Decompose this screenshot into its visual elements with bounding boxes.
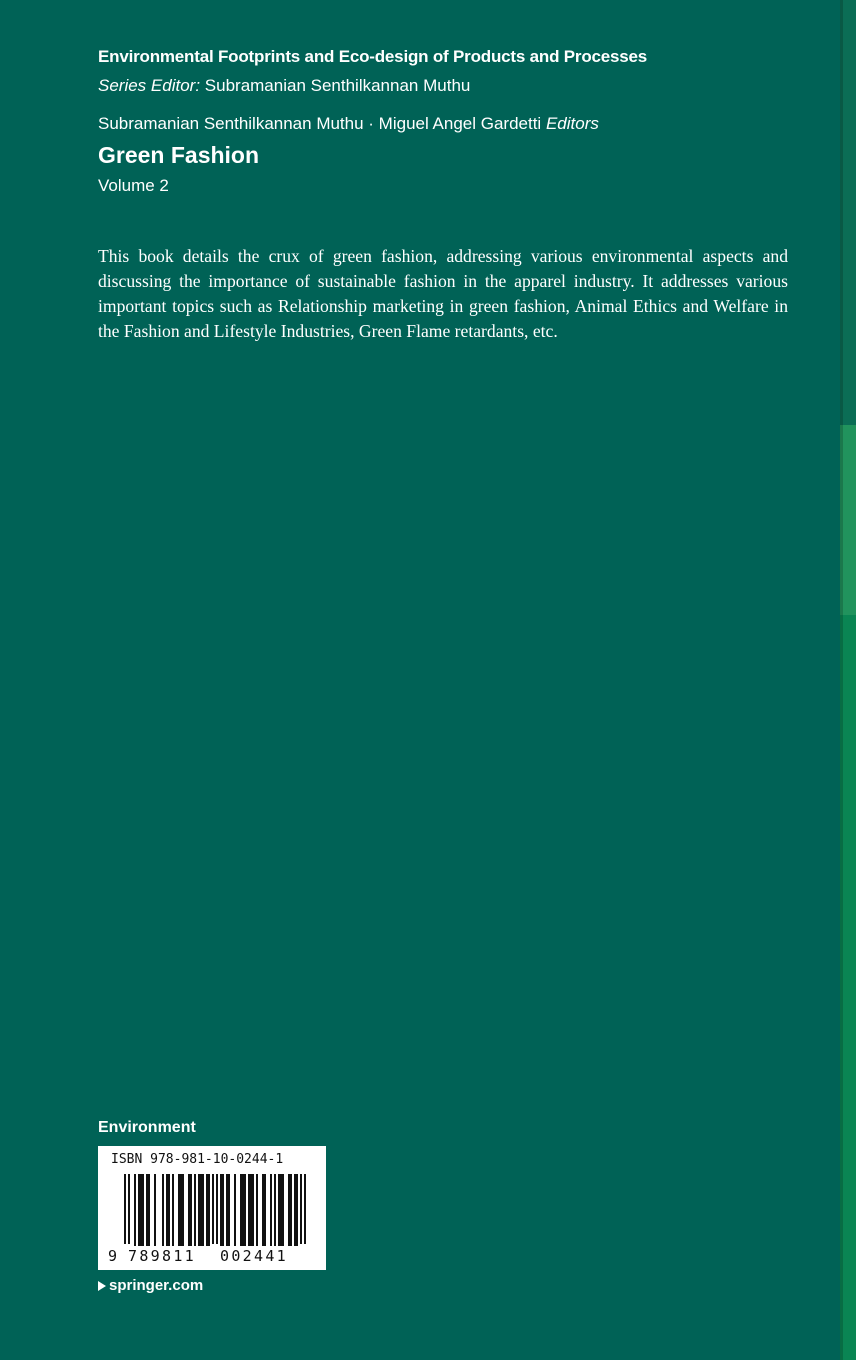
barcode-bar — [270, 1174, 272, 1246]
barcode-bar — [146, 1174, 150, 1246]
barcode-guard-bar — [216, 1174, 218, 1244]
barcode-right-digits: 002441 — [220, 1247, 288, 1265]
barcode-bar — [134, 1174, 136, 1246]
arrow-right-icon — [98, 1281, 106, 1291]
subject-category: Environment — [98, 1119, 196, 1136]
publisher-link[interactable] — [98, 1277, 203, 1294]
publisher-url: springer.com — [109, 1277, 204, 1294]
isbn-label: ISBN 978-981-10-0244-1 — [111, 1152, 284, 1167]
barcode-lead-digit: 9 — [108, 1247, 120, 1265]
barcode-bar — [288, 1174, 292, 1246]
barcode-bar — [188, 1174, 192, 1246]
barcode-bar — [178, 1174, 184, 1246]
book-editors: Subramanian Senthilkannan Muthu · Miguel Angel Gardetti — [98, 114, 542, 133]
book-description: This book details the crux of green fashion, addressing various environmental aspects and discussing the importance of sustainable fashion in the apparel industry. It addresses various important topics such as Relationship marketing in green fashion, Animal Ethics and Welfare in the Fashion and Lifestyle Industries, Green Flame retardants, etc. — [98, 246, 788, 341]
barcode-bar — [138, 1174, 144, 1246]
barcode-bar — [162, 1174, 164, 1246]
book-title: Green Fashion — [98, 142, 260, 168]
spine-edge — [840, 0, 856, 1360]
isbn-barcode — [98, 1146, 326, 1270]
barcode-bar — [206, 1174, 210, 1246]
barcode-bar — [194, 1174, 196, 1246]
series-editor-line — [98, 76, 470, 96]
barcode-guard-bar — [304, 1174, 306, 1244]
barcode-guard-bar — [300, 1174, 302, 1244]
barcode-bar — [278, 1174, 284, 1246]
barcode-bar — [274, 1174, 276, 1246]
barcode-guard-bar — [212, 1174, 214, 1244]
spine-shadow — [840, 0, 843, 1360]
barcode-bar — [248, 1174, 254, 1246]
barcode-bar — [226, 1174, 230, 1246]
barcode-bar — [256, 1174, 258, 1246]
barcode-bar — [198, 1174, 204, 1246]
barcode-left-digits: 789811 — [128, 1247, 196, 1265]
barcode-bar — [154, 1174, 156, 1246]
barcode-bar — [172, 1174, 174, 1246]
barcode-guard-bar — [124, 1174, 126, 1244]
barcode-bar — [220, 1174, 224, 1246]
barcode-bar — [166, 1174, 170, 1246]
book-editors-line — [98, 114, 599, 134]
barcode-guard-bar — [128, 1174, 130, 1244]
barcode-bar — [240, 1174, 246, 1246]
barcode-bar — [234, 1174, 236, 1246]
series-editor-name: Subramanian Senthilkannan Muthu — [204, 76, 471, 95]
series-title: Environmental Footprints and Eco-design of Products and Processes — [98, 47, 648, 66]
book-volume: Volume 2 — [98, 176, 169, 195]
book-editors-role: Editors — [545, 114, 599, 133]
series-editor-label: Series Editor: — [98, 76, 201, 95]
barcode-bar — [262, 1174, 266, 1246]
barcode-bar — [294, 1174, 298, 1246]
